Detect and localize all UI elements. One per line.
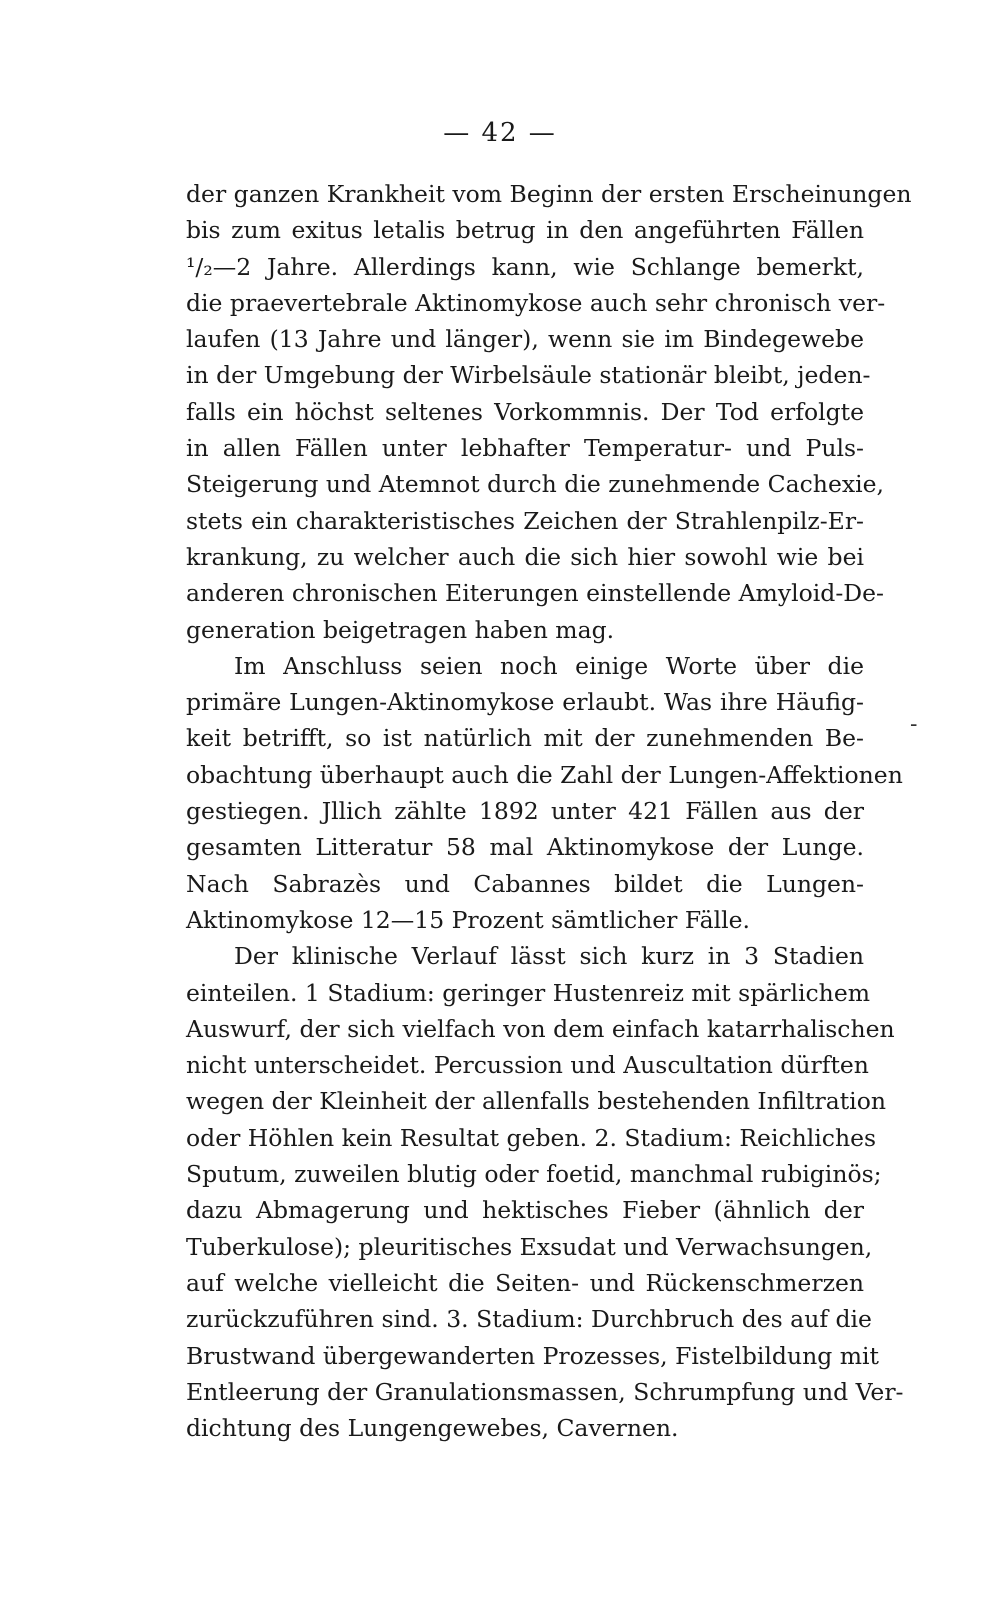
page-number: — 42 — [443,118,557,148]
text-line: keit betrifft, so ist natürlich mit der zunehmenden Be- [186,724,864,753]
text-line: generation beigetragen haben mag. [186,615,615,644]
text-line: gestiegen. Jllich zählte 1892 unter 421 Fällen aus der [186,797,864,826]
text-line: dichtung des Lungengewebes, Cavernen. [186,1414,679,1443]
text-line: bis zum exitus letalis betrug in den angeführten Fällen [186,216,864,245]
text-line: die praevertebrale Aktinomykose auch sehr chronisch ver- [186,288,886,317]
text-line: Brustwand übergewanderten Prozesses, Fistelbildung mit [186,1341,879,1370]
text-line: Tuberkulose); pleuritisches Exsudat und Verwachsungen, [186,1232,873,1261]
body-text [186,176,912,1446]
margin-mark: - [910,712,918,737]
text-line: laufen (13 Jahre und länger), wenn sie im Bindegewebe [186,325,864,354]
text-line: krankung, zu welcher auch die sich hier sowohl wie bei [186,542,864,571]
text-line: nicht unterscheidet. Percussion und Auscultation dürften [186,1051,869,1080]
text-line: Aktinomykose 12—15 Prozent sämtlicher Fälle. [186,905,751,934]
text-line: obachtung überhaupt auch die Zahl der Lungen-Affektionen [186,760,903,789]
text-line: gesamten Litteratur 58 mal Aktinomykose der Lunge. [186,833,864,862]
paragraph-first-line: Der klinische Verlauf lässt sich kurz in 3 Stadien [234,942,864,971]
text-line: Steigerung und Atemnot durch die zunehmende Cachexie, [186,470,885,499]
text-line: einteilen. 1 Stadium: geringer Hustenreiz mit spärlichem [186,978,871,1007]
text-line: auf welche vielleicht die Seiten- und Rückenschmerzen [186,1268,864,1297]
text-line: der ganzen Krankheit vom Beginn der ersten Erscheinungen [186,180,912,208]
text-line: stets ein charakteristisches Zeichen der Strahlenpilz-Er- [186,506,864,535]
text-line: Auswurf, der sich vielfach von dem einfach katarrhalischen [186,1014,895,1043]
text-line: falls ein höchst seltenes Vorkommnis. Der Tod erfolgte [186,397,864,426]
text-line: Sputum, zuweilen blutig oder foetid, manchmal rubiginös; [186,1160,882,1189]
text-line: dazu Abmagerung und hektisches Fieber (ähnlich der [186,1196,864,1225]
text-line: ¹/₂—2 Jahre. Allerdings kann, wie Schlange bemerkt, [186,252,864,281]
paragraph-first-line: Im Anschluss seien noch einige Worte über die [234,651,864,680]
text-line: primäre Lungen-Aktinomykose erlaubt. Was ihre Häufig- [186,688,864,717]
text-line: Entleerung der Granulationsmassen, Schrumpfung und Ver- [186,1377,904,1406]
text-line: in allen Fällen unter lebhafter Temperatur- und Puls- [186,434,864,463]
text-line: Nach Sabrazès und Cabannes bildet die Lungen- [186,869,864,898]
text-line: anderen chronischen Eiterungen einstellende Amyloid-De- [186,579,884,608]
text-line: in der Umgebung der Wirbelsäule stationär bleibt, jeden- [186,361,871,390]
text-line: zurückzuführen sind. 3. Stadium: Durchbruch des auf die [186,1305,872,1334]
text-line: wegen der Kleinheit der allenfalls bestehenden Infiltration [186,1087,886,1116]
text-line: oder Höhlen kein Resultat geben. 2. Stadium: Reichliches [186,1123,877,1152]
